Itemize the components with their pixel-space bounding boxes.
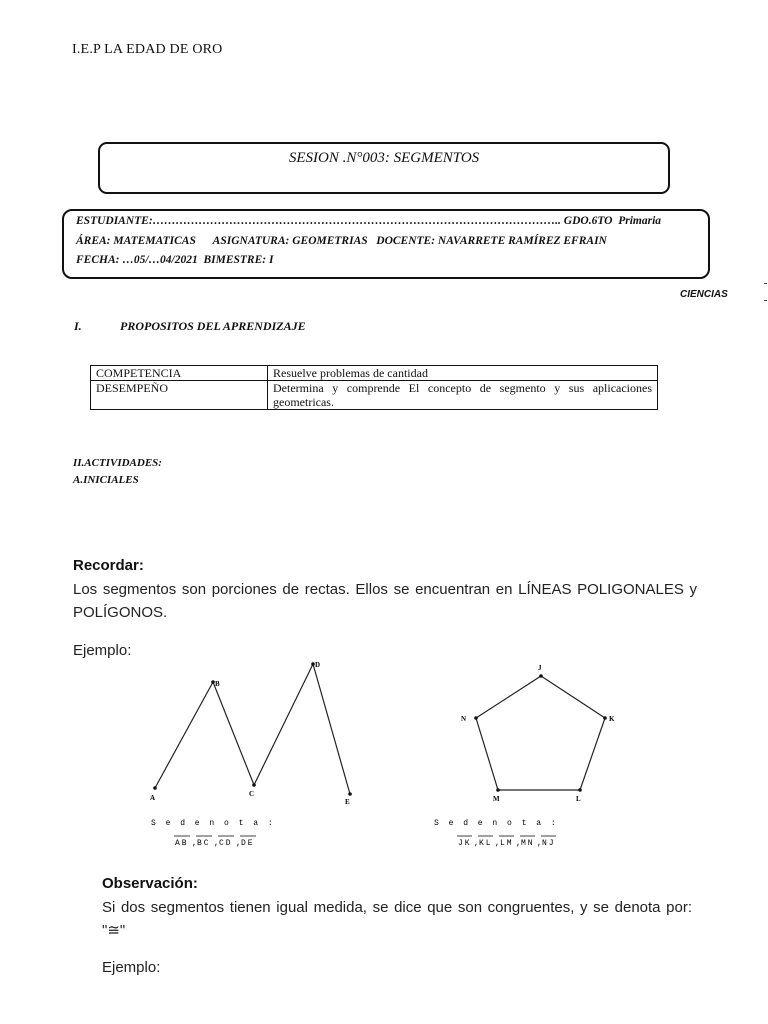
table-cell: COMPETENCIA	[91, 366, 268, 381]
school-name: I.E.P LA EDAD DE ORO	[72, 42, 223, 57]
observation-text: Si dos segmentos tienen igual medida, se dice que son congruentes, y se denota por: "≅"	[102, 899, 692, 939]
segment-list-right	[457, 836, 556, 848]
segment-lm: LM	[500, 839, 514, 848]
observation-heading: Observación:	[102, 875, 198, 892]
label-e: E	[345, 798, 350, 806]
activities-subtitle: A.INICIALES	[73, 474, 139, 486]
table-cell: DESEMPEÑO	[91, 381, 268, 410]
label-c: C	[249, 790, 255, 798]
student-line: ESTUDIANTE:…………………………………………………………………………………………….. GDO.6TO Primaria	[76, 215, 662, 227]
comma: ,	[192, 839, 199, 848]
table-cell: Determina y comprende El concepto de segmento y sus aplicaciones geometricas.	[268, 381, 658, 410]
label-k: K	[609, 715, 615, 723]
point-l	[578, 788, 582, 792]
comma: ,	[236, 839, 243, 848]
point-m	[496, 788, 500, 792]
segment-list-left	[174, 836, 256, 848]
label-n: N	[461, 715, 467, 723]
point-n	[474, 716, 478, 720]
label-j: J	[538, 664, 542, 672]
session-title: SESION .N°003: SEGMENTOS	[288, 150, 480, 166]
recordar-text: Los segmentos son porciones de rectas. Ellos se encuentran en LÍNEAS POLIGONALES y POLÍGONOS.	[73, 581, 697, 621]
label-m: M	[493, 795, 500, 803]
section-title: PROPOSITOS DEL APRENDIZAJE	[120, 319, 306, 333]
label-d: D	[315, 661, 321, 669]
point-k	[603, 716, 607, 720]
recordar-heading: Recordar:	[73, 557, 144, 574]
date-line: FECHA: …05/…04/2021 BIMESTRE: I	[76, 254, 274, 266]
pentagon	[476, 676, 605, 790]
comma: ,	[474, 839, 481, 848]
comma: ,	[214, 839, 221, 848]
segment-kl: KL	[479, 839, 493, 848]
polygonal-line	[155, 664, 350, 794]
segment-jk: JK	[458, 839, 472, 848]
point-c	[252, 783, 256, 787]
activities-title: II.ACTIVIDADES:	[73, 457, 162, 469]
label-a: A	[150, 794, 156, 802]
point-j	[539, 674, 543, 678]
comma: ,	[537, 839, 544, 848]
segment-bc: BC	[197, 839, 211, 848]
segment-ab: AB	[175, 839, 189, 848]
label-l: L	[576, 795, 581, 803]
comma: ,	[495, 839, 502, 848]
comma: ,	[516, 839, 523, 848]
example-label: Ejemplo:	[102, 959, 161, 976]
point-e	[348, 792, 352, 796]
segment-mn: MN	[521, 839, 535, 848]
label-b: B	[215, 680, 220, 688]
segment-de: DE	[241, 839, 255, 848]
example-label: Ejemplo:	[73, 642, 132, 659]
denota-label: S e d e n o t a :	[434, 819, 559, 828]
table-cell: Resuelve problemas de cantidad	[268, 366, 658, 381]
segment-cd: CD	[219, 839, 233, 848]
point-a	[153, 786, 157, 790]
section-number: I.	[74, 319, 82, 333]
side-label: CIENCIAS	[680, 289, 728, 300]
area-line: ÁREA: MATEMATICAS ASIGNATURA: GEOMETRIAS DOCENTE: NAVARRETE RAMÍREZ EFRAIN	[76, 235, 607, 247]
pentagon-figure	[434, 664, 615, 848]
polygonal-line-figure	[150, 661, 352, 848]
denota-label: S e d e n o t a :	[151, 819, 276, 828]
segment-nj: NJ	[542, 839, 556, 848]
